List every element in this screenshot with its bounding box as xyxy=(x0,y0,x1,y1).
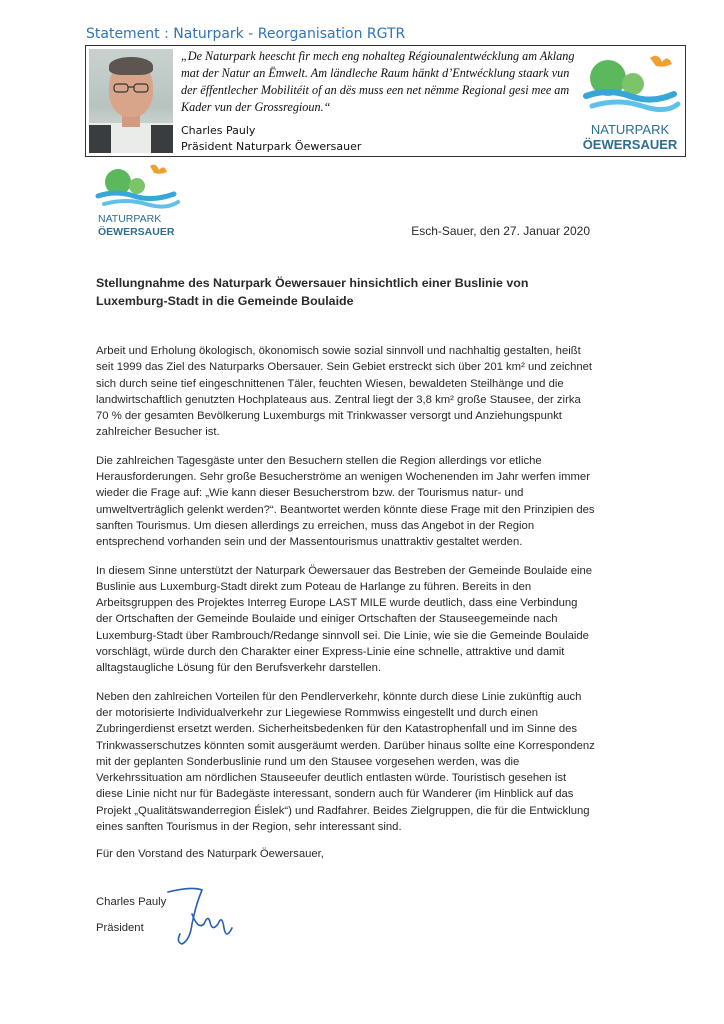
letter-paragraph: Arbeit und Erholung ökologisch, ökonomisch sowie sozial sinnvoll und nachhaltig gestalten, heißt seit 1999 das Ziel des Naturparks Obersauer. Sein Gebiet erstreckt sich über 201 km² und zeichnet sich durch seine tief eingeschnittenen Täler, feuchten Wiesen, bewaldeten Steilhänge und die landwirtschaftlich genutzten Hochplateaus aus. Zentral liegt der 3,8 km² große Stausee, der zirka 70 % der gesamten Bevölkerung Luxemburgs mit Trinkwasser versorgt und Anziehungspunkt zahlreicher Besucher ist. xyxy=(96,345,593,439)
portrait-photo xyxy=(89,49,173,153)
signer-name: Charles Pauly xyxy=(96,896,167,908)
signer-role: Präsident xyxy=(96,922,144,934)
statement-quote: „De Naturpark heescht fìr mech eng nohalteg Régiounalentwécklung am Aklang mat der Natur an Ëmwelt. Am ländleche Raum hänkt d’Entwécklung staark vun der ëffentlecher Mobilitéit of an dës muss een net nëmme Regional gesi mee am Kader vun der Grossregioun.“ xyxy=(181,49,575,114)
letter-date: Esch-Sauer, den 27. Januar 2020 xyxy=(411,224,590,238)
logo-text-line2: ÖEWERSAUER xyxy=(582,137,678,152)
letter-paragraph: In diesem Sinne unterstützt der Naturpark Öewersauer das Bestreben der Gemeinde Boulaide eine Buslinie aus Luxemburg-Stadt direkt zum Poteau de Harlange zu führen. Bereits in den Arbeitsgruppen des Projektes Interreg Europe LAST MILE wurde deutlich, dass eine Verbindung der Ortschaften der Gemeinde Boulaide und einiger Ortschaften der Stauseegemeinde nach Luxemburg-Stadt über Rambrouch/Redange sinnvoll sei. Die Linie, wie sie die Gemeinde Boulaide vorschlägt, würde durch den Charakter einer Express-Linie eine schnelle, attraktive und damit alltagstaugliche Lösung für den Berufsverkehr darstellen. xyxy=(96,564,593,675)
letter-body xyxy=(96,343,596,847)
naturpark-logo xyxy=(578,48,682,154)
letter-paragraph: Neben den zahlreichen Vorteilen für den Pendlerverkehr, könnte durch diese Linie zukünftig auch der motorisierte Individualverkehr zur Liegewiese Rommwiss eingestellt und durch einen Zubringerdienst ersetzt werden. Sicherheitsbedenken für den Katastrophenfall und im Sinne des Trinkwasserschutzes könnten somit ausgeräumt werden. Darüber hinaus sollte eine Korrespondenz mit der geplanten Sonderbuslinie rund um den Stausee vorgesehen werden, was die Verkehrssituation am nördlichen Stauseeufer deutlich entlasten würde. Touristisch gesehen ist diese Linie nicht nur für Badegäste interessant, sondern auch für Wanderer (im Hinblick auf das Projekt „Qualitätswanderregion Éislek“) und Radfahrer. Beides Zielgruppen, die für die Entwicklung eines sanften Tourismus in der Region, sehr interessant sind. xyxy=(96,690,595,834)
letterhead-logo-line2: ÖEWERSAUER xyxy=(98,226,175,238)
statement-author-name: Charles Pauly xyxy=(181,124,256,137)
letterhead-logo-line1: NATURPARK xyxy=(98,213,162,225)
letter-paragraph: Die zahlreichen Tagesgäste unter den Besuchern stellen die Region allerdings vor etliche Herausforderungen. Sehr große Besucherströme an wenigen Wochenenden im Jahr werfen immer wieder die Frage auf: „Wie kann dieser Besucherstrom bzw. der Tourismus natur- und umweltverträglich gelenkt werden?“. Beantwortet werden könnte diese Frage mit den Prinzipien des sanften Tourismus. Um diesen allerdings zu erreichen, muss das Angebot in der Region entsprechend vorhanden sein und der Massentourismus unattraktiv gestaltet werden. xyxy=(96,454,595,549)
letter xyxy=(90,160,610,980)
letter-closing: Für den Vorstand des Naturpark Öewersauer, xyxy=(96,848,324,860)
statement-author-role: Präsident Naturpark Öewersauer xyxy=(181,140,362,153)
statement-heading: Statement : Naturpark - Reorganisation RGTR xyxy=(86,26,406,42)
statement-box xyxy=(85,45,686,157)
handwritten-signature xyxy=(162,884,242,950)
letter-title: Stellungnahme des Naturpark Öewersauer hinsichtlich einer Buslinie von Luxemburg-Stadt in die Gemeinde Boulaide xyxy=(96,276,529,308)
logo-text-line1: NATURPARK xyxy=(590,122,670,137)
